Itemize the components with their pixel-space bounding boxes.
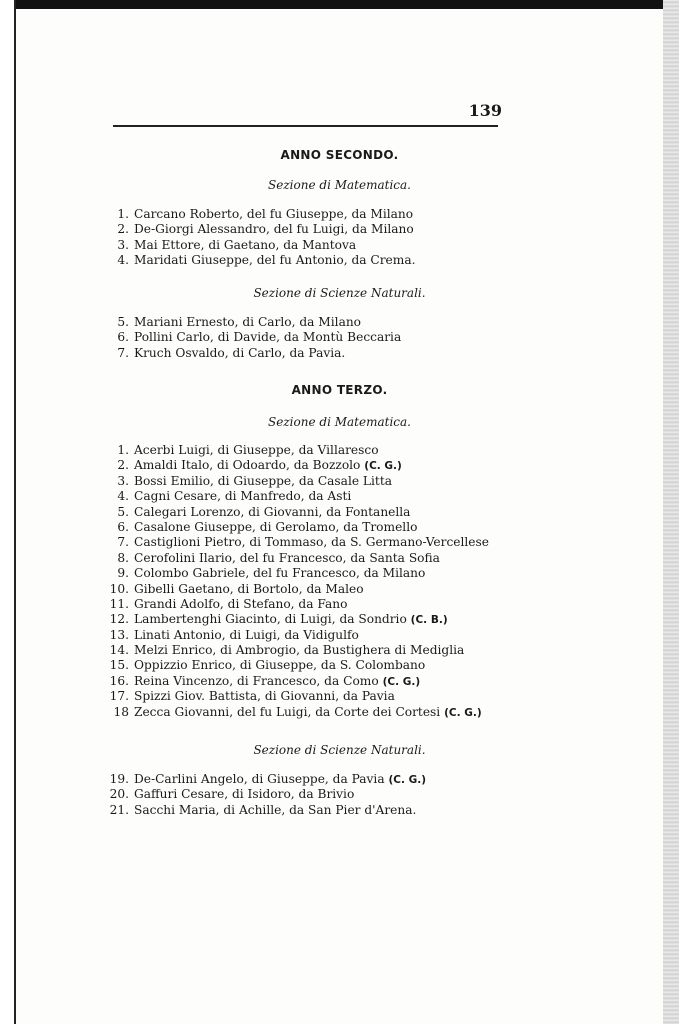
list-item: 7. Kruch Osvaldo, di Carlo, da Pavia.	[117, 345, 346, 360]
list-item: 4. Maridati Giuseppe, del fu Antonio, da Crema.	[117, 253, 416, 268]
list-item: 19. De-Carlini Angelo, di Giuseppe, da Pavia (C. G.)	[109, 772, 427, 786]
list-secondo-matematica	[100, 207, 415, 269]
status-badge: (C. G.)	[444, 706, 482, 719]
list-item: 8. Cerofolini Ilario, del fu Francesco, da Santa Sofia	[117, 550, 440, 565]
year-title-secondo: ANNO SECONDO.	[280, 148, 399, 162]
list-item: 21. Sacchi Maria, di Achille, da San Pier d'Arena.	[109, 802, 417, 817]
list-item: 17. Spizzi Giov. Battista, di Giovanni, da Pavia	[109, 689, 395, 704]
list-item: 15. Oppizzio Enrico, di Giuseppe, da S. Colombano	[109, 658, 426, 673]
list-item: 6. Pollini Carlo, di Davide, da Montù Beccaria	[117, 330, 402, 345]
list-item: 11. Grandi Adolfo, di Stefano, da Fano	[109, 596, 348, 611]
status-badge: (C. G.)	[382, 675, 421, 688]
year-title-terzo: ANNO TERZO.	[291, 383, 388, 397]
list-item: 3. Bossi Emilio, di Giuseppe, da Casale Litta	[117, 473, 392, 488]
list-item: 2. Amaldi Italo, di Odoardo, da Bozzolo (C. G.)	[117, 458, 402, 473]
section-title-matematica-secondo: Sezione di Matematica.	[268, 178, 411, 192]
list-item: 16. Reina Vincenzo, di Francesco, da Como (C. G.)	[109, 673, 421, 688]
list-item: 10. Gibelli Gaetano, di Bortolo, da Maleo	[109, 581, 364, 596]
section-title-scienze-secondo: Sezione di Scienze Naturali.	[253, 286, 426, 300]
list-item: 2. De-Giorgi Alessandro, del fu Luigi, da Milano	[117, 222, 414, 237]
page-number: 139	[468, 101, 502, 120]
list-item: 5. Calegari Lorenzo, di Giovanni, da Fontanella	[117, 504, 411, 519]
section-title-matematica-terzo: Sezione di Matematica.	[268, 415, 411, 429]
list-item: 5. Mariani Ernesto, di Carlo, da Milano	[117, 315, 362, 329]
list-item: 4. Cagni Cesare, di Manfredo, da Asti	[117, 489, 352, 504]
status-badge: (C. G.)	[364, 460, 402, 473]
list-terzo-matematica	[100, 443, 489, 720]
list-item: 13. Linati Antonio, di Luigi, da Vidigulfo	[109, 627, 359, 642]
list-item: 9. Colombo Gabriele, del fu Francesco, da Milano	[117, 566, 426, 581]
header-rule	[113, 125, 498, 127]
list-terzo-scienze	[100, 772, 426, 818]
list-item: 3. Mai Ettore, di Gaetano, da Mantova	[117, 237, 357, 252]
list-item: 7. Castiglioni Pietro, di Tommaso, da S. Germano-Vercellese	[117, 535, 489, 550]
list-item: 20. Gaffuri Cesare, di Isidoro, da Brivio	[109, 787, 355, 802]
list-item: 12. Lambertenghi Giacinto, di Luigi, da Sondrio (C. B.)	[109, 612, 448, 627]
status-badge: (C. B.)	[410, 614, 448, 627]
list-item: 18 Zecca Giovanni, del fu Luigi, da Corte dei Cortesi (C. G.)	[113, 704, 482, 719]
list-item: 14. Melzi Enrico, di Ambrogio, da Bustighera di Mediglia	[109, 643, 465, 658]
list-secondo-scienze	[100, 315, 401, 361]
section-title-scienze-terzo: Sezione di Scienze Naturali.	[253, 743, 426, 757]
status-badge: (C. G.)	[388, 774, 427, 786]
scan-top-edge	[0, 0, 679, 9]
list-item: 1. Acerbi Luigi, di Giuseppe, da Villaresco	[117, 443, 379, 457]
list-item: 6. Casalone Giuseppe, di Gerolamo, da Tromello	[117, 519, 418, 534]
list-item: 1. Carcano Roberto, del fu Giuseppe, da Milano	[117, 207, 414, 221]
